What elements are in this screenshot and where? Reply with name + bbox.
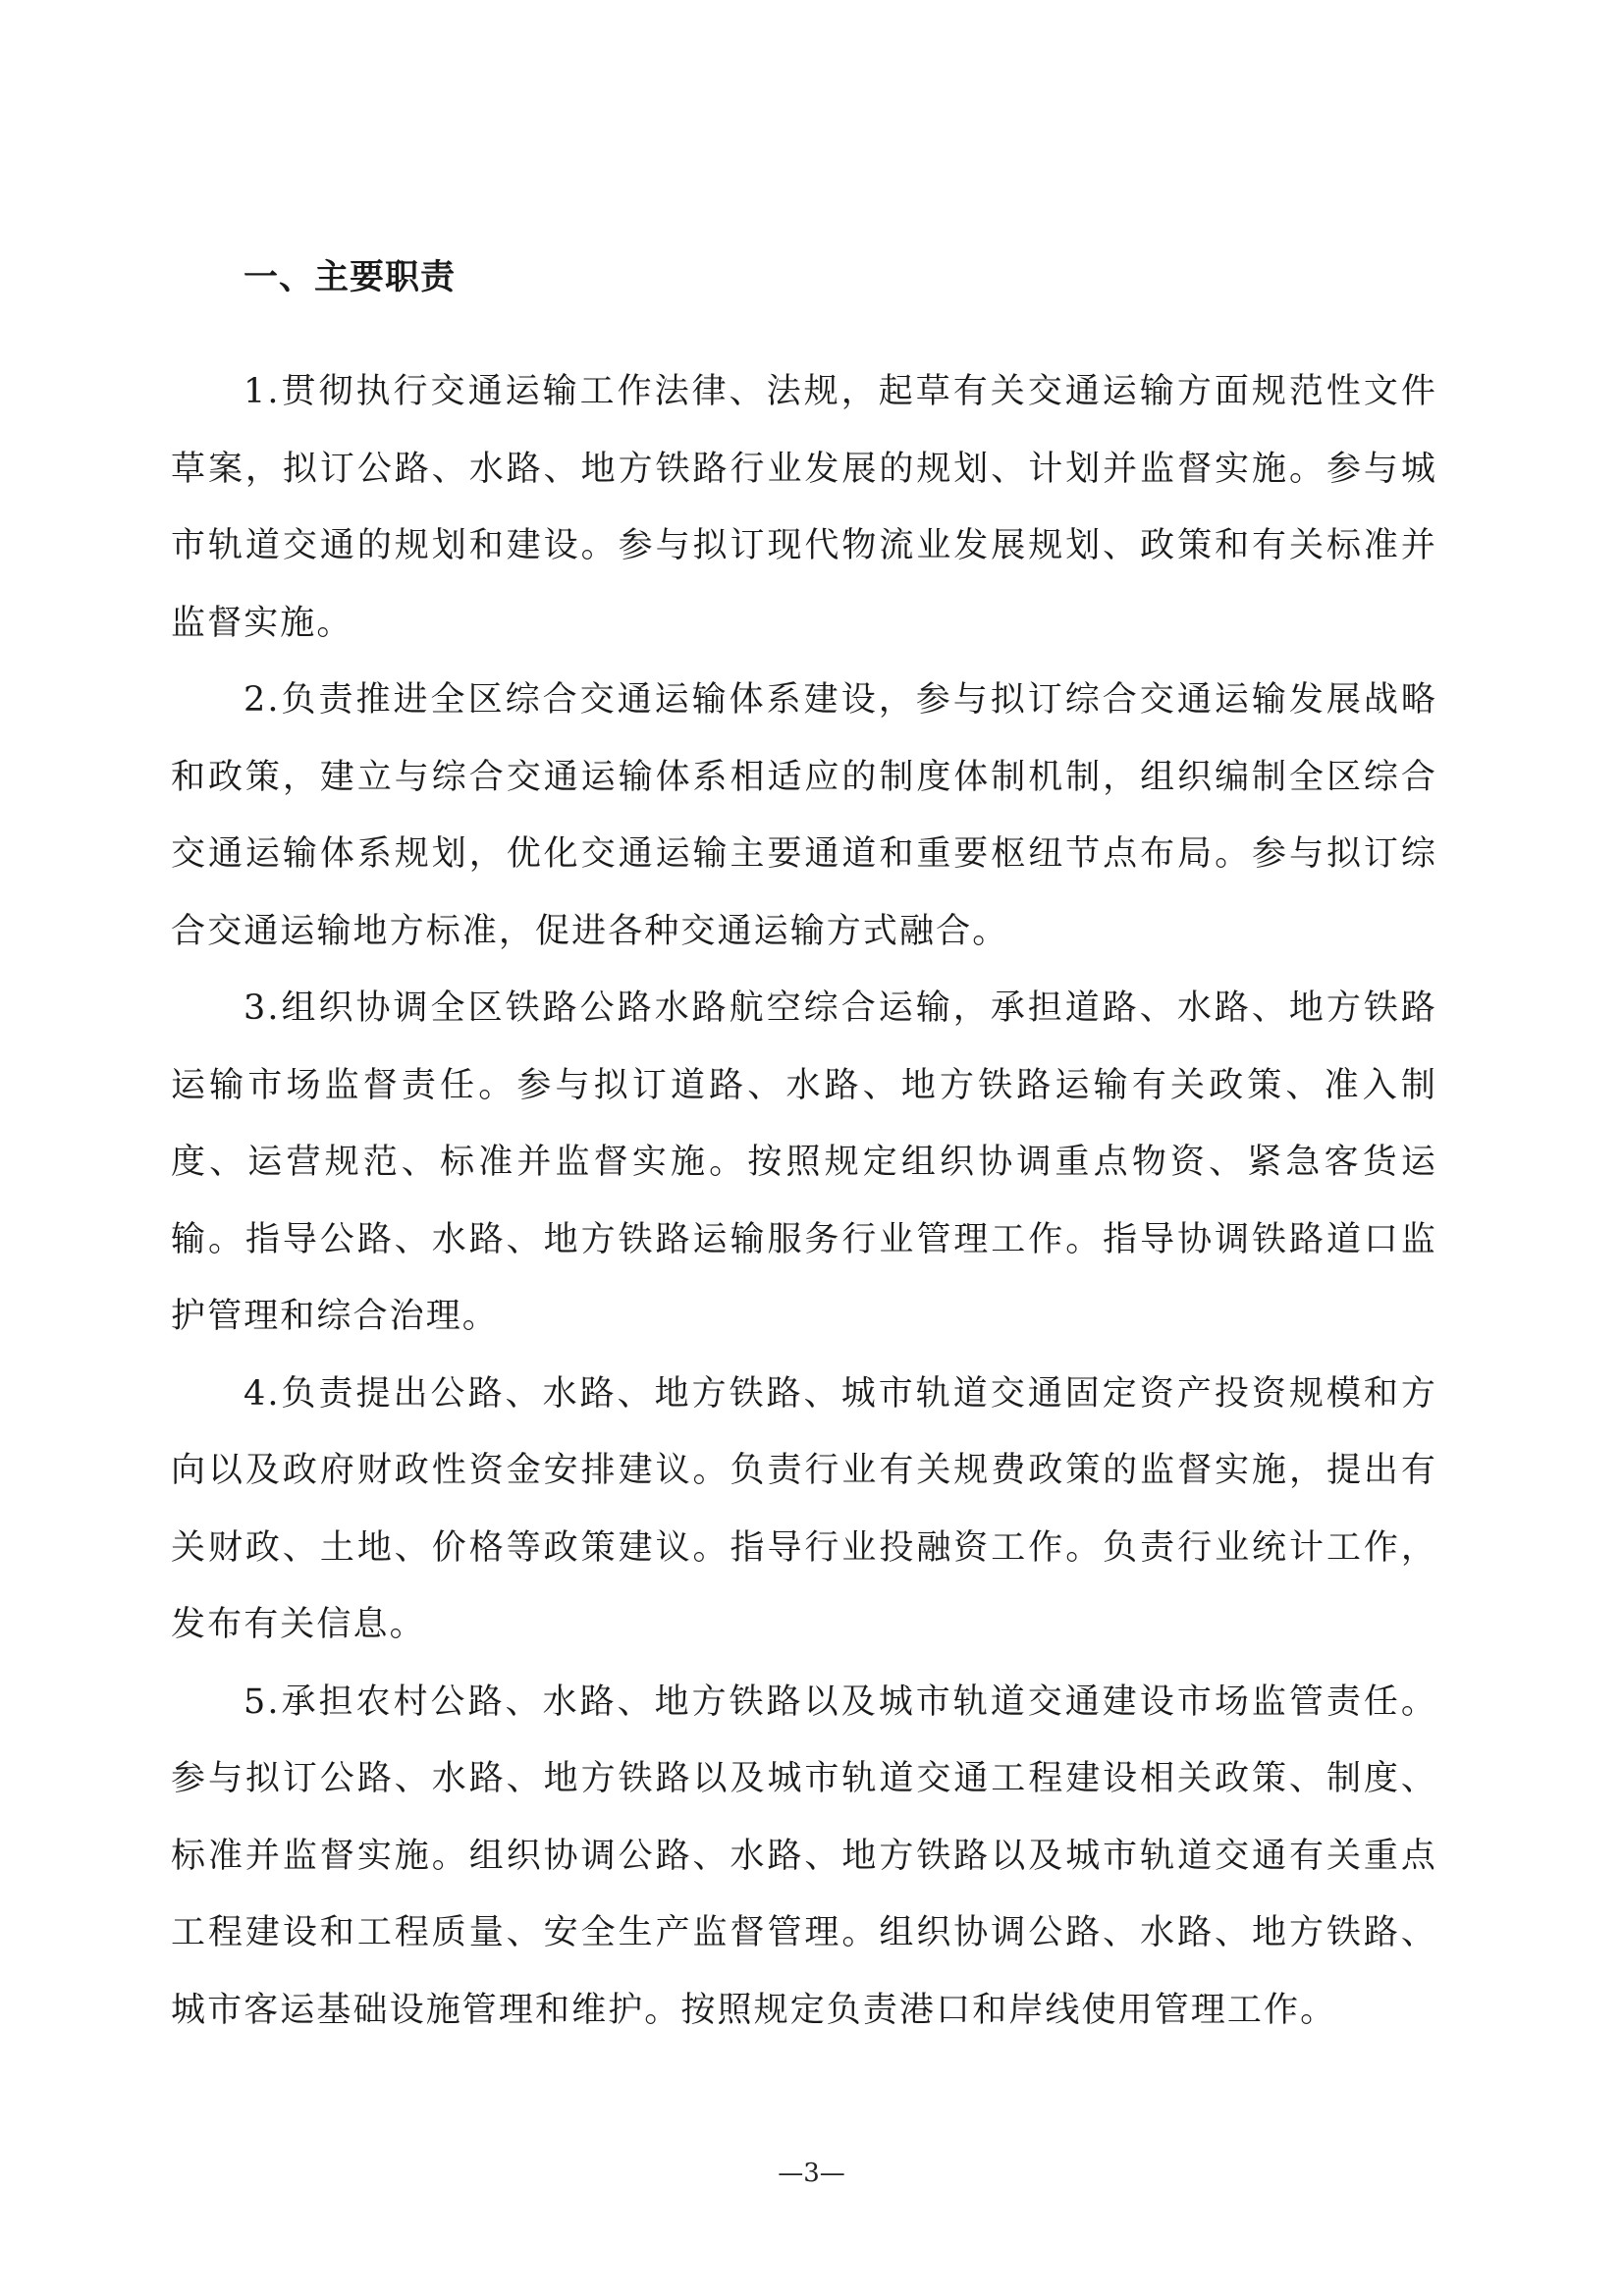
paragraph-1: 1.贯彻执行交通运输工作法律、法规，起草有关交通运输方面规范性文件草案，拟订公路、水路、地方铁路行业发展的规划、计划并监督实施。参与城市轨道交通的规划和建设。参与拟订现代物流业发展规划、政策和有关标准并监督实施。 (171, 372, 1437, 643)
body-text (171, 353, 1437, 2049)
paragraph-4: 4.负责提出公路、水路、地方铁路、城市轨道交通固定资产投资规模和方向以及政府财政性资金安排建议。负责行业有关规费政策的监督实施，提出有关财政、土地、价格等政策建议。指导行业投融资工作。负责行业统计工作，发布有关信息。 (171, 1373, 1437, 1644)
paragraph-3: 3.组织协调全区铁路公路水路航空综合运输，承担道路、水路、地方铁路运输市场监督责任。参与拟订道路、水路、地方铁路运输有关政策、准入制度、运营规范、标准并监督实施。按照规定组织协调重点物资、紧急客货运输。指导公路、水路、地方铁路运输服务行业管理工作。指导协调铁路道口监护管理和综合治理。 (171, 988, 1437, 1336)
section-heading: 一、主要职责 (243, 258, 457, 297)
paragraph-5: 5.承担农村公路、水路、地方铁路以及城市轨道交通建设市场监管责任。参与拟订公路、水路、地方铁路以及城市轨道交通工程建设相关政策、制度、标准并监督实施。组织协调公路、水路、地方铁路以及城市轨道交通有关重点工程建设和工程质量、安全生产监督管理。组织协调公路、水路、地方铁路、城市客运基础设施管理和维护。按照规定负责港口和岸线使用管理工作。 (171, 1682, 1437, 2030)
paragraph-2: 2.负责推进全区综合交通运输体系建设，参与拟订综合交通运输发展战略和政策，建立与综合交通运输体系相适应的制度体制机制，组织编制全区综合交通运输体系规划，优化交通运输主要通道和重要枢纽节点布局。参与拟订综合交通运输地方标准，促进各种交通运输方式融合。 (171, 680, 1437, 951)
page-number: —3— (778, 2159, 845, 2188)
